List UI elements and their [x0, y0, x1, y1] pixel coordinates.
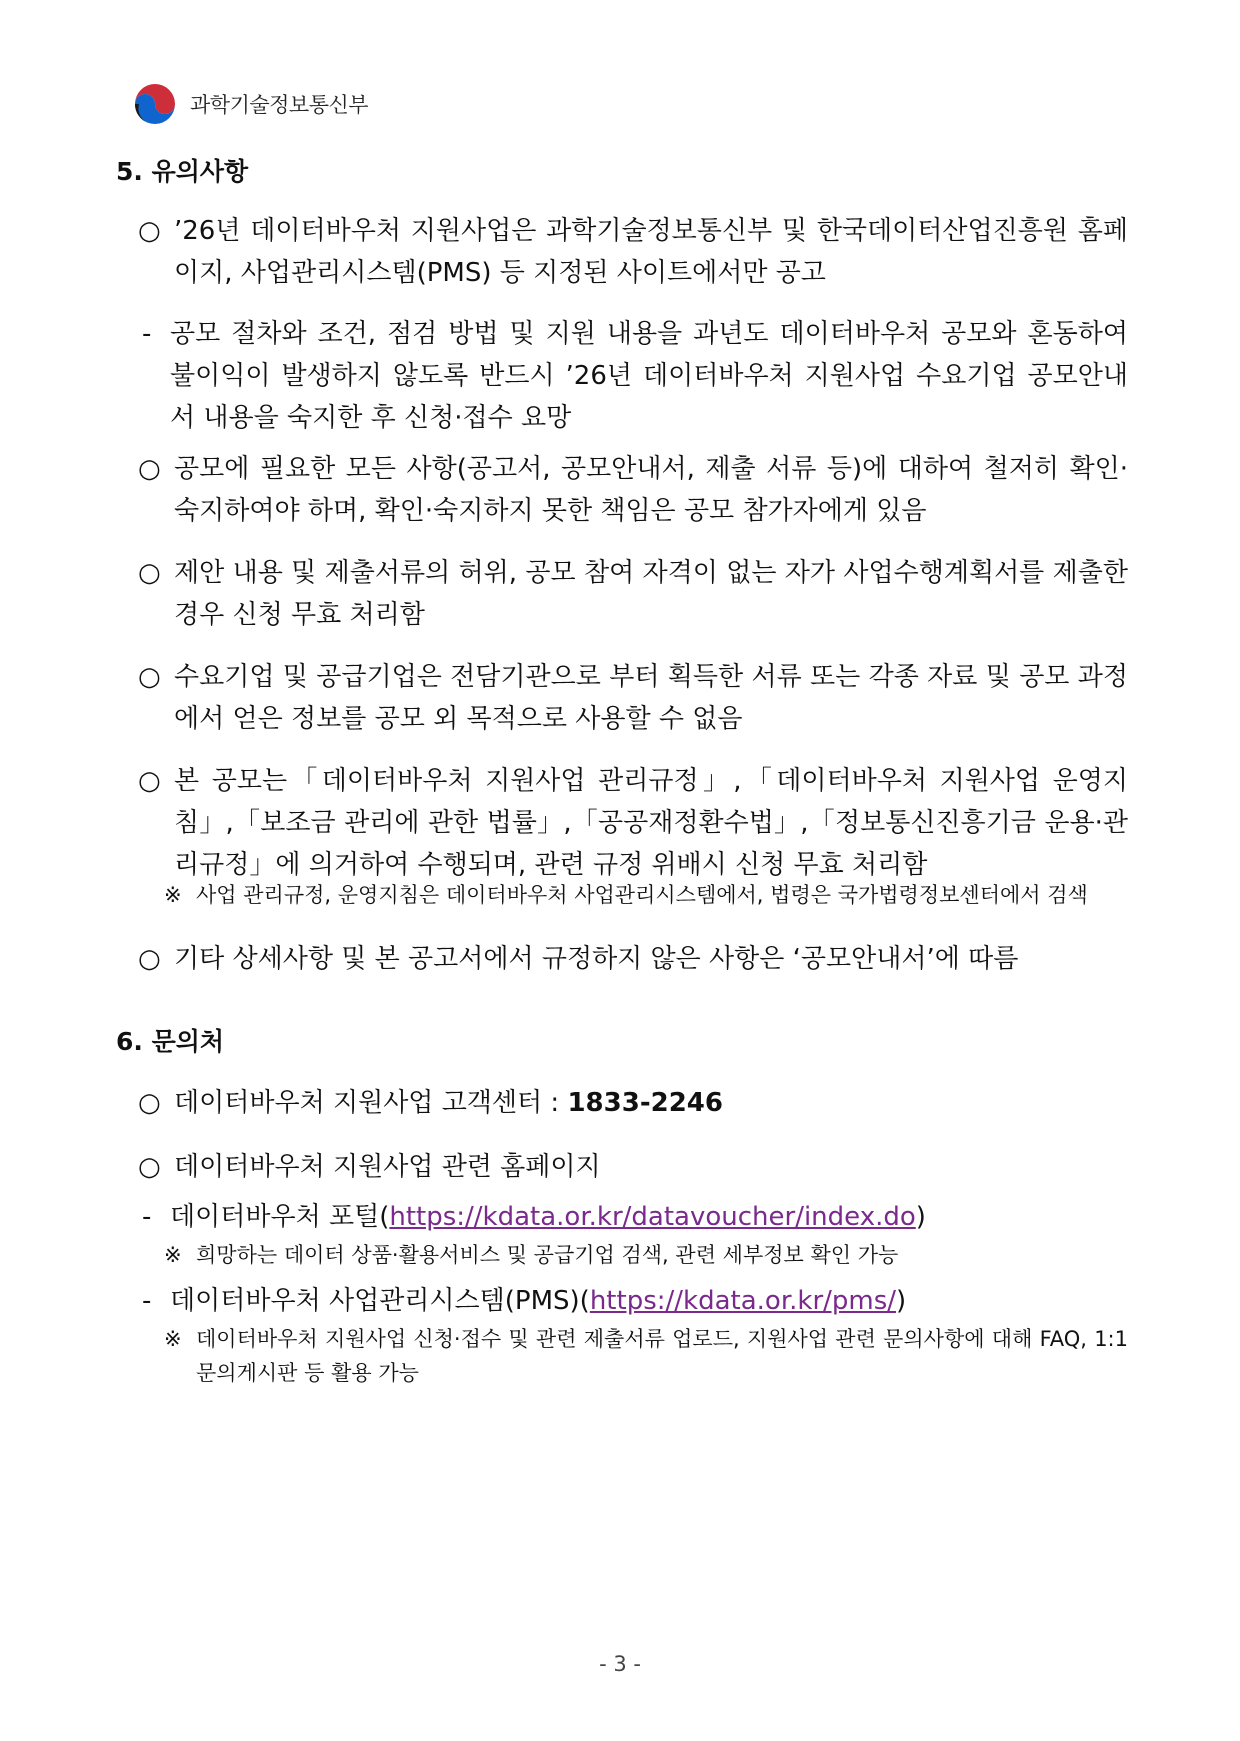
circle-bullet-icon: ○ [138, 944, 161, 974]
notice-item-4 [138, 656, 1128, 740]
notice-item-5-text: 본 공모는「데이터바우처 지원사업 관리규정」,「데이터바우처 지원사업 운영지침」,「보조금 관리에 관한 법률」,「공공재정환수법」,「정보통신진흥기금 운용·관리규정」에 의거하여 수행되며, 관련 규정 위배시 신청 무효 처리함 [174, 766, 1128, 880]
pms-link[interactable]: https://kdata.or.kr/pms/ [589, 1286, 897, 1316]
reference-mark: ※ [164, 1243, 182, 1267]
section-6-heading: 6. 문의처 [116, 1027, 225, 1056]
reference-mark: ※ [164, 1327, 182, 1351]
circle-bullet-icon: ○ [138, 1088, 161, 1118]
circle-bullet-icon: ○ [138, 216, 161, 246]
notice-item-3 [138, 552, 1128, 636]
contact-call-center [138, 1082, 1128, 1124]
pms-note [164, 1322, 1128, 1390]
circle-bullet-icon: ○ [138, 766, 161, 796]
notice-subitem-1 [142, 313, 1128, 439]
portal-note [164, 1238, 1128, 1272]
dash-bullet: - [142, 1202, 152, 1232]
circle-bullet-icon: ○ [138, 662, 161, 692]
portal-link[interactable]: https://kdata.or.kr/datavoucher/index.do [389, 1202, 916, 1232]
dash-bullet: - [142, 1286, 152, 1316]
contact-websites-text: 데이터바우처 지원사업 관련 홈페이지 [174, 1152, 601, 1182]
portal-link-item: - 데이터바우처 포털(https://kdata.or.kr/datavoucher/index.do) [142, 1196, 1128, 1238]
call-center-phone[interactable]: 1833-2246 [567, 1088, 723, 1118]
pms-link-item: - 데이터바우처 사업관리시스템(PMS)(https://kdata.or.kr/pms/) [142, 1280, 1128, 1322]
circle-bullet-icon: ○ [138, 558, 161, 588]
notice-reference-note [164, 878, 1128, 912]
notice-subitem-1-text: 공모 절차와 조건, 점검 방법 및 지원 내용을 과년도 데이터바우처 공모와 혼동하여 불이익이 발생하지 않도록 반드시 ’26년 데이터바우처 지원사업 수요기업 공모안내서 내용을 숙지한 후 신청·접수 요망 [170, 319, 1128, 433]
notice-item-4-text: 수요기업 및 공급기업은 전담기관으로 부터 획득한 서류 또는 각종 자료 및 공모 과정에서 얻은 정보를 공모 외 목적으로 사용할 수 없음 [174, 662, 1128, 734]
portal-note-text: 희망하는 데이터 상품·활용서비스 및 공급기업 검색, 관련 세부정보 확인 가능 [196, 1243, 899, 1267]
pms-label: 데이터바우처 사업관리시스템(PMS)( [170, 1286, 590, 1316]
circle-bullet-icon: ○ [138, 1152, 161, 1182]
reference-mark: ※ [164, 883, 182, 907]
notice-reference-text: 사업 관리규정, 운영지침은 데이터바우처 사업관리시스템에서, 법령은 국가법령정보센터에서 검색 [196, 883, 1088, 907]
notice-item-5 [138, 760, 1128, 886]
notice-item-1 [138, 210, 1128, 294]
pms-note-text: 데이터바우처 지원사업 신청·접수 및 관련 제출서류 업로드, 지원사업 관련 문의사항에 대해 FAQ, 1:1문의게시판 등 활용 가능 [196, 1327, 1128, 1385]
portal-label: 데이터바우처 포털( [170, 1202, 390, 1232]
notice-item-1-text: ’26년 데이터바우처 지원사업은 과학기술정보통신부 및 한국데이터산업진흥원 홈페이지, 사업관리시스템(PMS) 등 지정된 사이트에서만 공고 [174, 216, 1128, 288]
taegeuk-emblem-icon [130, 79, 180, 129]
notice-item-6-text: 기타 상세사항 및 본 공고서에서 규정하지 않은 사항은 ‘공모안내서’에 따름 [174, 944, 1019, 974]
notice-item-2 [138, 448, 1128, 532]
section-5-heading: 5. 유의사항 [116, 157, 249, 186]
call-center-label: 데이터바우처 지원사업 고객센터 : [174, 1088, 568, 1118]
dash-bullet: - [142, 319, 152, 349]
ministry-logo [130, 78, 368, 130]
notice-item-2-text: 공모에 필요한 모든 사항(공고서, 공모안내서, 제출 서류 등)에 대하여 철저히 확인·숙지하여야 하며, 확인·숙지하지 못한 책임은 공모 참가자에게 있음 [174, 454, 1128, 526]
page-number: - 3 - [599, 1652, 641, 1676]
contact-websites [138, 1146, 1128, 1188]
circle-bullet-icon: ○ [138, 454, 161, 484]
ministry-name: 과학기술정보통신부 [190, 93, 369, 117]
notice-item-6 [138, 938, 1128, 980]
notice-item-3-text: 제안 내용 및 제출서류의 허위, 공모 참여 자격이 없는 자가 사업수행계획서를 제출한 경우 신청 무효 처리함 [174, 558, 1128, 630]
